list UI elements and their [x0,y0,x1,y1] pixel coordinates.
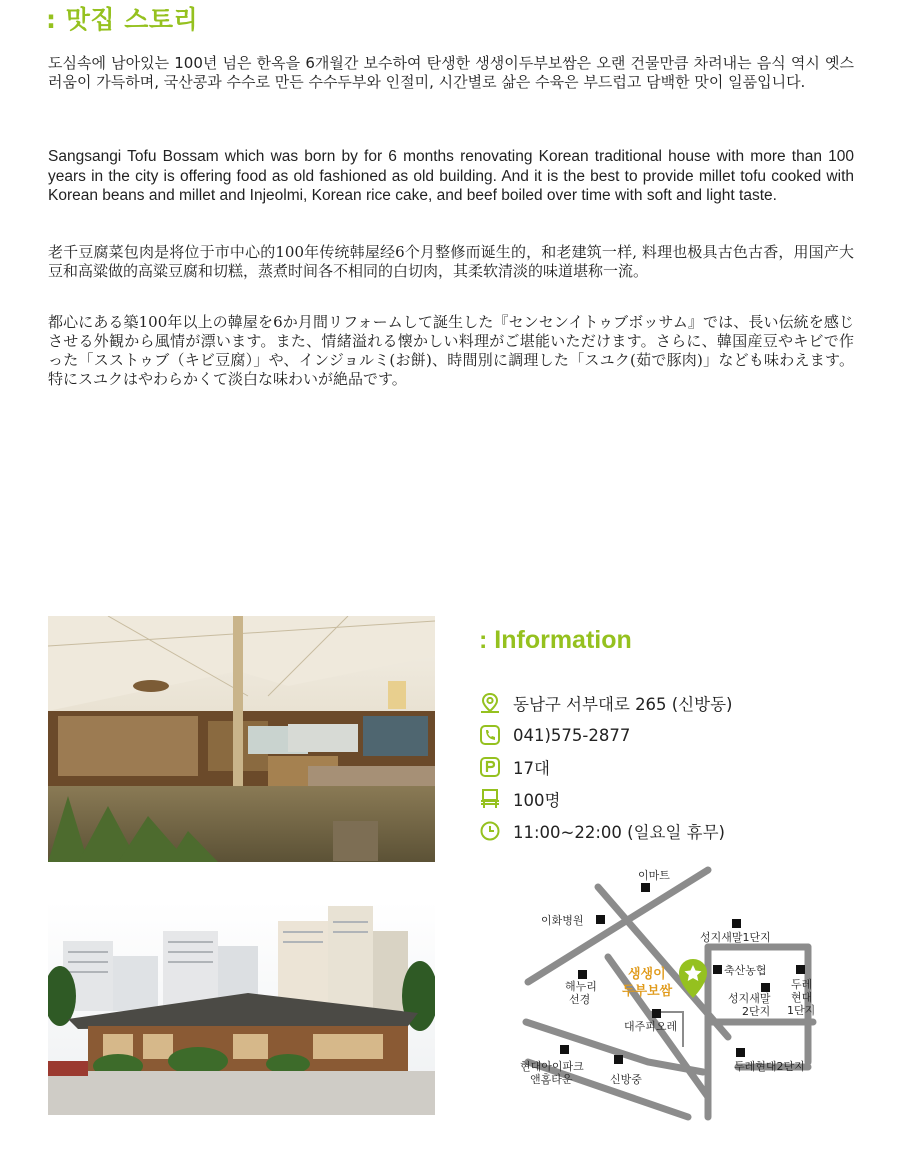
map-label-seongji-2b: 2단지 [742,1005,771,1018]
map-label-seongji-1: 성지새말1단지 [700,931,771,944]
parking-row [479,751,733,783]
map-label-haenuri-b: 선경 [569,993,591,1006]
seats-text: 100명 [513,791,561,810]
map-label-durae-2: 두레현대2단지 [734,1060,805,1073]
clock-icon [479,820,501,842]
information-list [479,687,733,847]
restaurant-pin-icon [679,959,707,998]
map-label-sinbang-middle: 신방중 [610,1073,642,1086]
map-label-ihwa-hospital: 이화병원 [541,914,584,927]
table-icon [479,788,501,810]
location-pin-icon [479,692,501,714]
map-label-emart: 이마트 [638,869,670,882]
story-english: Sangsangi Tofu Bossam which was born by for 6 months renovating Korean traditional house with more than 100 years in the city is offering food as old fashioned as old building. And it is the best to provide millet tofu cooked with Korean beans and millet and Injeolmi, Korean rice cake, and beef boiled over time with soft and light taste. [48,148,854,204]
parking-icon [479,756,501,778]
map-label-restaurant-a: 생생이 [628,967,666,982]
story-korean: 도심속에 남아있는 100년 넘은 한옥을 6개월간 보수하여 탄생한 생생이두부보쌈은 오랜 건물만큼 차려내는 음식 역시 옛스러움이 가득하며, 국산콩과 수수로 만든 수수두부와 인절미, 시간별로 삶은 수육은 부드럽고 담백한 맛이 일품입니다. [48,54,854,91]
interior-photo [48,616,435,862]
story-japanese: 都心にある築100年以上の韓屋を6か月間リフォームして誕生した『センセンイトゥブボッサム』では、長い伝統を感じさせる外観から風情が漂います。また、情緒溢れる懐かしい料理がご堪能いただけます。さらに、韓国産豆やキビで作った「スストゥブ（キビ豆腐）」や、インジョルミ(お餅)、時間別に調理した「スユク(茹で豚肉)」なども味わえます。特にスユクはやわらかくて淡白な味わいが絶品です。 [48,313,854,388]
map-label-durae-1c: 1단지 [787,1004,816,1017]
story-chinese: 老千豆腐菜包肉是将位于市中心的100年传统韩屋经6个月整修而诞生的，和老建筑一样, 料理也极具古色古香，用国产大豆和高粱做的高粱豆腐和切糕，蒸煮时间各不相同的白切肉，其柔软清淡的味道堪称一流。 [48,243,854,280]
location-map [508,862,828,1122]
map-label-seongji-2a: 성지새말 [728,992,771,1005]
address-text: 동남구 서부대로 265 (신방동) [513,695,733,714]
map-label-haenuri-a: 해누리 [565,980,597,993]
hours-text: 11:00~22:00 (일요일 휴무) [513,823,725,842]
parking-text: 17대 [513,759,550,778]
map-label-durae-1a: 두레 [791,978,813,991]
phone-text: 041)575-2877 [513,725,631,745]
phone-icon [479,724,501,746]
exterior-photo [48,901,435,1115]
map-label-restaurant-b: 두부보쌈 [622,984,673,999]
phone-row [479,719,733,751]
map-label-hyundai-ipark-a: 현대아이파크 [520,1060,584,1073]
map-label-nonghyup: 축산농협 [724,964,767,977]
information-title: : Information [479,626,632,654]
seats-row [479,783,733,815]
hours-row [479,815,733,847]
map-label-hyundai-ipark-b: 앤홈타운 [530,1073,573,1086]
map-label-durae-1b: 현대 [791,991,813,1004]
address-row [479,687,733,719]
map-label-daeju: 대주피오레 [624,1020,678,1033]
section-title: : 맛집 스토리 [46,5,199,34]
